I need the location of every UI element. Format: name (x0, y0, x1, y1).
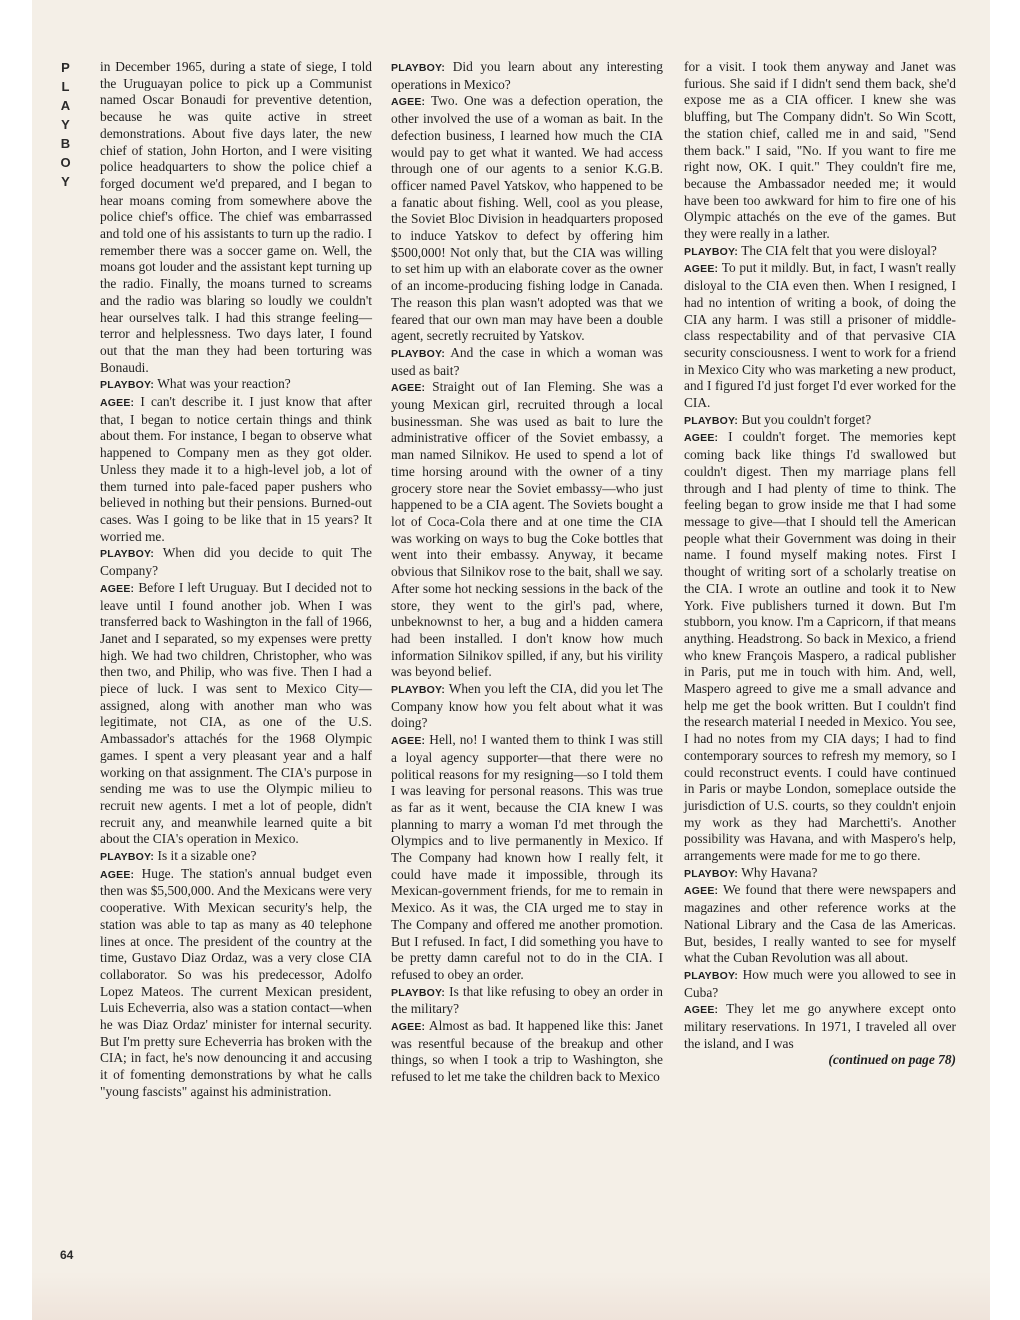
paragraph (100, 866, 372, 1101)
speaker-label: PLAYBOY: (684, 867, 739, 880)
speaker-label: PLAYBOY: (100, 548, 155, 561)
paragraph (684, 243, 956, 261)
paragraph-text: And the case in which a woman was used as bait? (391, 344, 664, 378)
magazine-page (32, 0, 990, 1320)
page-number: 64 (60, 1248, 74, 1262)
paragraph (100, 545, 372, 579)
running-head: PLAYBOY (58, 60, 73, 193)
speaker-label: PLAYBOY: (391, 62, 446, 74)
paragraph (100, 59, 372, 376)
paragraph-text: How much were you allowed to see in Cuba? (684, 966, 956, 1000)
paragraph (391, 984, 663, 1018)
speaker-label: AGEE: (684, 432, 719, 445)
speaker-label: AGEE: (391, 96, 426, 109)
speaker-label: AGEE: (100, 397, 135, 410)
speaker-label: PLAYBOY: (391, 684, 446, 697)
paragraph-text: for a visit. I took them anyway and Janet was furious. She said if I didn't send them back, she'd expose me as a CIA officer. I knew she was bluffing, but The Company didn't. So Win Scott, the station chief, called me in and said, "Send them back." I said, "No. If you want to fire me right now, OK. I quit." They couldn't fire me, because the Ambassador needed me; it would have been too awkward for him to fire one of his Olympic attachés on the eve of the games. But they were really in a lather. (684, 59, 956, 242)
paragraph (684, 865, 956, 883)
speaker-label: PLAYBOY: (100, 851, 155, 864)
paragraph-text: Is it a sizable one? (157, 848, 257, 864)
text-column-3 (684, 59, 956, 1069)
paragraph-text: Almost as bad. It happened like this: Janet was resentful because of the breakup and other things, so when I took a trip to Washington, she refused to let me take the children back to Mexico (391, 1018, 664, 1085)
paragraph (391, 732, 663, 984)
speaker-label: PLAYBOY: (391, 986, 446, 999)
paragraph (684, 1001, 956, 1052)
paragraph-text: Huge. The station's annual budget even then was $5,500,000. And the Mexicans were very cooperative. With Mexican security's help, the station was able to tap as many as 40 telephone lines at once. The president of the country at the time, Gustavo Diaz Ordaz, was a very close CIA collaborator. So was his predecessor, Adolfo Lopez Mateos. The current Mexican president, Luis Echeverria, also was a station contact—when he was Diaz Ordaz' minister for internal security. But I'm pretty sure Echeverria has broken with the CIA; in fact, he's now denouncing it and accusing it of fomenting demonstrations by what he calls "young fascists" against his administration. (100, 865, 372, 1099)
text-column-2 (391, 59, 663, 1086)
paragraph-text: Two. One was a defection operation, the other involved the use of a woman as bait. In the defection business, I learned how much the CIA would pay to get what it wanted. We had access through one of our agents to a senior K.G.B. officer named Pavel Yatskov, who happened to be a fanatic about fishing. Well, cool as you please, the Soviet Bloc Division in headquarters proposed to induce Yatskov to defect by offering him $500,000! Not only that, but the CIA was willing to set him up with an elaborate cover as the owner of an income-producing fishing lodge in Canada. The reason this plan wasn't adopted was that we feared that our own man may have been a double agent, secretly recruited by Yatskov. (391, 93, 664, 344)
paragraph-text: in December 1965, during a state of siege, I told the Uruguayan police to pick up a Communist named Oscar Bonaudi for preventive detention, because he was quite active in street demonstrations. About five days later, the new chief of station, John Horton, and I were visiting police headquarters to show the police chief a forged document we'd prepared, and I began to hear moans coming from somewhere above the police chief's office. The chief was embarrassed and told one of his assistants to turn up the radio. I remember there was a soccer game on. Well, the moans got louder and the assistant kept turning up the radio. Finally, the moans turned to screams and the radio was blaring so loudly we couldn't hear ourselves talk. I had this strange feeling—terror and helplessness. Two days later, I found out that the man they had been torturing was Bonaudi. (100, 59, 372, 375)
speaker-label: AGEE: (391, 1021, 426, 1034)
paragraph-text: Why Havana? (741, 864, 818, 880)
paragraph (100, 376, 372, 394)
paragraph-text: Hell, no! I wanted them to think I was still a loyal agency supporter—that there were no political reasons for my resigning—so I told them I was leaving for personal reasons. This was true as far as it went, because the CIA knew I was planning to marry a woman I'd met through the Olympics and to live permanently in Mexico. If The Company had known how I really felt, it could have made it impossible, through its Mexican-government friends, for me to remain in Mexico. As it was, the CIA urged me to stay in The Company and offered me another promotion. But I refused. In fact, I did something you have to be pretty damn careful not to do in the CIA. I refused to obey an order. (391, 732, 663, 982)
speaker-label: PLAYBOY: (100, 379, 155, 392)
paragraph (684, 59, 956, 243)
continued-note: (continued on page 78) (828, 1052, 956, 1068)
paragraph-text: Straight out of Ian Fleming. She was a young Mexican girl, recruited through a local businessman. She was used as bait to lure the administrative officer of the Soviet embassy, a man named Silnikov. He used to spend a lot of time horsing around with the owner of a tiny grocery store near the Soviet embassy—who just happened to be a CIA agent. The Soviets bought a lot of Coca-Cola there and at one time the CIA was working on ways to bug the Coke bottles that went into their embassy. Anyway, it became obvious that Silnikov rose to the bait, shall we say. After some hot necking sessions in the back of the store, they went to the girl's pad, where, unbeknownst to her, a bug and a hidden camera had been installed. I don't know how much information Silnikov spilled, if any, but his virility was beyond belief. (391, 379, 663, 680)
speaker-label: AGEE: (100, 868, 135, 881)
paragraph (684, 882, 956, 967)
paragraph-text: When you left the CIA, did you let The Company know how you felt about what it was doing? (391, 681, 664, 731)
paragraph (391, 681, 663, 732)
paragraph-text: The CIA felt that you were disloyal? (741, 242, 937, 258)
page-bottom-edge (32, 1272, 990, 1320)
paragraph-text: What was your reaction? (157, 376, 291, 392)
speaker-label: AGEE: (391, 382, 426, 395)
paragraph (684, 429, 956, 864)
speaker-label: PLAYBOY: (391, 347, 446, 360)
paragraph-text: They let me go anywhere except onto military reservations. In 1971, I traveled all over the island, and I was (684, 1001, 957, 1051)
speaker-label: AGEE: (684, 263, 719, 276)
paragraph-text: I couldn't forget. The memories kept coming back like things I'd swallowed but couldn't digest. Then my marriage plans fell through and I had plenty of time to think. The feeling began to grow inside me that I had some message to give—that I should tell the American people what their Government was doing in their name. I found myself making notes. First I thought of writing sort of a scholarly treatise on the CIA. I wrote an outline and took it to New York. Five publishers turned it down. But I'm stubborn, you know. I'm a Capricorn, if that means anything. Headstrong. So back in Mexico, a friend who knew François Maspero, a radical publisher in Paris, put me in touch with him. And, well, Maspero agreed to give me a small advance and help me get the book written. But I couldn't find the research material I needed in Mexico. You see, I had no notes from my CIA days; I had to find contemporary sources to refresh my memory, so I could reconstruct events. I could have continued in Paris or maybe London, someplace outside the jurisdiction of U.S. courts, so they couldn't enjoin my work as they had Marchetti's. Another possibility was Havana, and with Maspero's help, arrangements were made for me to go there. (684, 429, 956, 864)
paragraph (391, 345, 663, 379)
speaker-label: AGEE: (100, 582, 135, 595)
text-column-1 (100, 59, 372, 1101)
paragraph-text: But you couldn't forget? (741, 411, 872, 427)
paragraph (391, 93, 663, 345)
paragraph-text: We found that there were newspapers and magazines and other reference works at the National Library and the Casa de las Americas. But, besides, I really wanted to see for myself what the Cuban Revolution was all about. (684, 882, 956, 966)
speaker-label: AGEE: (684, 1004, 719, 1017)
paragraph-text: Did you learn about any interesting operations in Mexico? (391, 59, 663, 92)
paragraph (100, 848, 372, 866)
speaker-label: AGEE: (684, 885, 719, 898)
paragraph-text: Is that like refusing to obey an order in the military? (391, 983, 663, 1017)
speaker-label: AGEE: (391, 735, 426, 748)
paragraph-text: I can't describe it. I just know that after that, I began to notice certain things and think about them. For instance, I began to observe what happened to Company men as they got older. Unless they made it to a high-level job, a lot of them turned into pale-faced paper pushers who believed in nothing but their pensions. Burned-out cases. Was I going to be like that in 15 years? It worried me. (100, 394, 372, 544)
paragraph-text: To put it mildly. But, in fact, I wasn't really disloyal to the CIA even then. When I resigned, I had no intention of writing a book, of doing the CIA any harm. I was still a prisoner of middle-class respectability and of that pervasive CIA security consciousness. I went to work for a friend in Mexico City who was marketing a new product, and I figured I'd just forget I'd ever worked for the CIA. (684, 260, 956, 411)
speaker-label: PLAYBOY: (684, 414, 739, 427)
paragraph (684, 260, 956, 411)
paragraph (684, 967, 956, 1001)
paragraph (100, 580, 372, 848)
speaker-label: PLAYBOY: (684, 245, 739, 258)
paragraph (391, 59, 663, 93)
speaker-label: PLAYBOY: (684, 969, 739, 982)
paragraph (684, 412, 956, 430)
paragraph (391, 1018, 663, 1086)
paragraph (100, 394, 372, 545)
paragraph-text: Before I left Uruguay. But I decided not to leave until I found another job. When I was transferred back to Washington in the fall of 1966, Janet and I separated, so my expenses were pretty high. We had two children, Christopher, who was then two, and Philip, who was five. Then I had a piece of luck. I was sent to Mexico City—assigned, along with another man who was legitimate, not CIA, as one of the U.S. Ambassador's attachés for the 1968 Olympic games. I spent a very pleasant year and a half working on that assignment. The CIA's purpose in sending me was to use the Olympic milieu to recruit new agents. I met a lot of people, didn't recruit any, and meanwhile learned quite a bit about the CIA's operation in Mexico. (100, 579, 372, 847)
paragraph (391, 379, 663, 681)
paragraph-text: When did you decide to quit The Company? (100, 545, 372, 579)
